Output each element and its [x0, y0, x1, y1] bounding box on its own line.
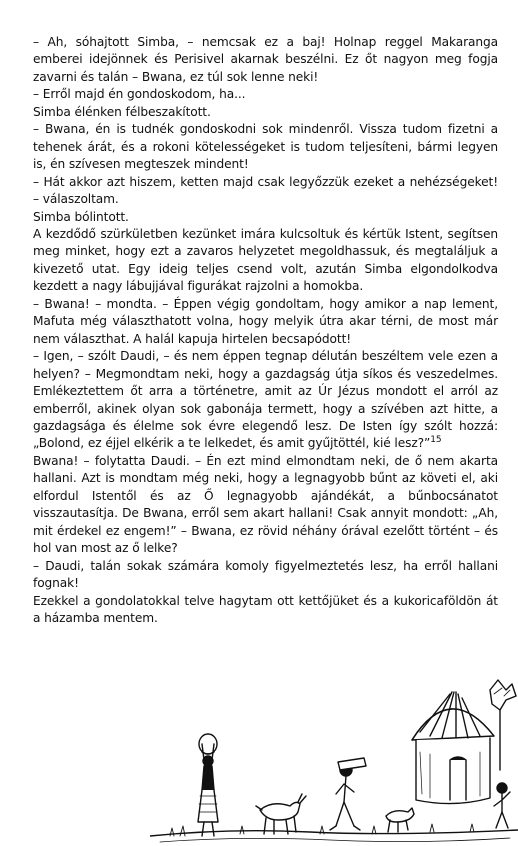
- paragraph: – Hát akkor azt hiszem, ketten majd csak legyőzzük ezeket a nehézségeket! – válaszoltam.: [33, 174, 498, 207]
- child-figure: [494, 783, 510, 828]
- small-animal-figure: [386, 808, 414, 832]
- paragraph: – Ah, sóhajtott Simba, – nemcsak ez a baj! Holnap reggel Makaranga emberei idejönnek és Perisivel akarnak beszélni. Ez őt nagyon meg fogja zavarni és talán – Bwana, ez túl sok lenne neki!: [33, 35, 498, 84]
- paragraph: – Bwana! – mondta. – Éppen végig gondoltam, hogy amikor a nap lement, Mafuta még választhatott volna, hogy melyik útra akar térni, de most már nem választhat. A halál kapuja hirtelen becsapódott!: [33, 296, 498, 346]
- village-scene-illustration: [150, 660, 518, 846]
- paragraph: – Erről majd én gondoskodom, ha...: [33, 87, 246, 102]
- hut-figure: [412, 692, 494, 804]
- paragraph: A kezdődő szürkületben kezünket imára kulcsoltuk és kértük Istent, segítsen meg minket, hogy ezt a zavaros helyzetet megoldhassuk, és megtaláljuk a kivezető utat. Egy ideig teljes csend volt, azután Simba elgondolkodva kezdett a nagy lábujjával figurákat rajzolni a homokba.: [33, 226, 498, 294]
- paragraph: Bwana! – folytatta Daudi. – Én ezt mind elmondtam neki, de ő nem akarta hallani. Azt is mondtam még neki, hogy a legnagyobb bűnt az követi el, aki elfordul Istentől és az Ő legnagyobb ajándékát, a bűnbocsánatot visszautasítja. De Bwana, erről sem akart hallani! Csak annyit mondott: „Ah, mit érdekel ez engem!” – Bwana, ez rövid néhány órával ezelőtt történt – és hol van most az ő lelke?: [33, 453, 498, 556]
- paragraph: Simba élénken félbeszakított.: [33, 104, 211, 119]
- tree-figure: [490, 680, 516, 770]
- paragraph: – Daudi, talán sokak számára komoly figyelmeztetés lesz, ha erről hallani fognak!: [33, 558, 498, 591]
- paragraph: Ezekkel a gondolatokkal telve hagytam ott kettőjüket és a kukoricaföldön át a házamba mentem.: [33, 593, 498, 625]
- paragraph-with-footnote: [33, 348, 498, 453]
- paragraph: Simba bólintott.: [33, 209, 129, 224]
- body-text: [33, 34, 498, 627]
- paragraph: – Bwana, én is tudnék gondoskodni sok mindenről. Vissza tudom fizetni a tehenek árát, és a rokoni kötelességeket is tudom teljesíteni, bármi legyen is, én szívesen megteszek mindent!: [33, 122, 498, 172]
- paragraph-text: – Igen, – szólt Daudi, – és nem éppen tegnap délután beszéltem vele ezen a helyen? – Megmondtam neki, hogy a gazdagság útja síkos és veszedelmes. Emlékeztettem őt arra a történetre, amit az Úr Jézus mondott el arról az emberről, akinek olyan sok gabonája termett, hogy a szívében azt hitte, a gazdagsága és élelme sok évre elegendő lesz. De Isten így szólt hozzá: „Bolond, ez éjjel elkérik a te lelkedet, és amit gyűjtöttél, kié lesz?”: [33, 349, 498, 451]
- woman-with-pot-figure: [198, 734, 218, 836]
- walking-man-figure: [330, 758, 366, 830]
- footnote-reference: 15: [430, 435, 442, 446]
- goat-figure: [256, 794, 306, 834]
